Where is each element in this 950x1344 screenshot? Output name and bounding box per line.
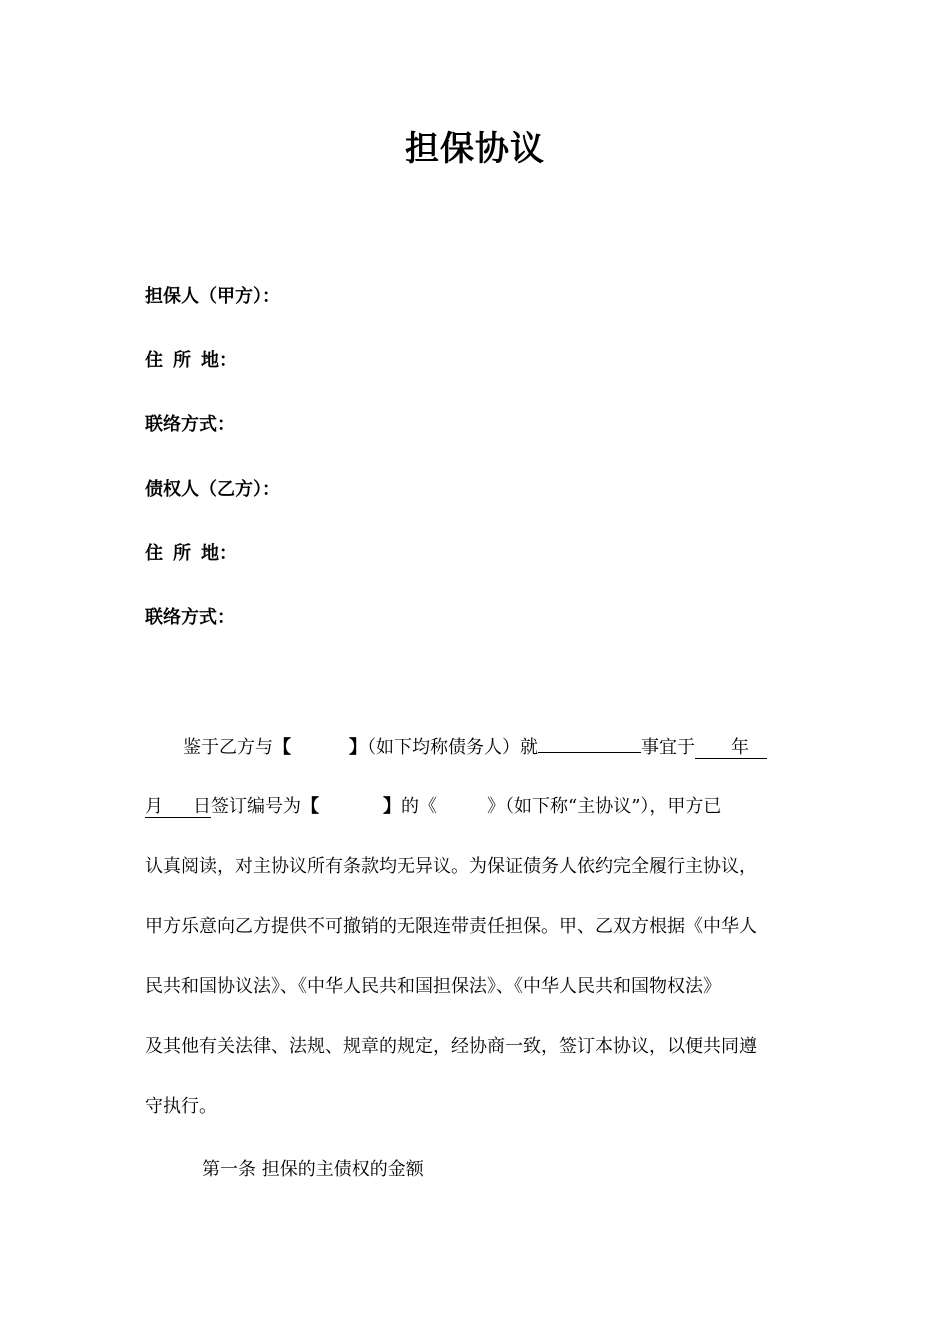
date-month-day-field (145, 796, 211, 818)
preamble-line-6: 及其他有关法律、法规、规章的规定，经协商一致，签订本协议，以便共同遵 (145, 1036, 757, 1057)
article-1-heading: 第一条 担保的主债权的金额 (202, 1159, 424, 1180)
document-title: 担保协议 (405, 129, 545, 169)
preamble-line-3: 认真阅读，对主协议所有条款均无异议。为保证债务人依约完全履行主协议， (145, 856, 757, 877)
preamble-text: 》（如下称“主协议”），甲方已 (487, 796, 722, 817)
preamble-text: 鉴于乙方与 (183, 737, 273, 758)
day-label: 日 (193, 796, 211, 817)
bracket-open: 【 (273, 737, 291, 758)
guarantor-address-label (145, 349, 237, 373)
preamble-text: 事宜于 (641, 737, 695, 758)
bracket-close: 】 (383, 796, 401, 817)
address-char: 住 (145, 350, 163, 371)
preamble-line-2 (145, 795, 721, 819)
creditor-address-label (145, 542, 237, 566)
address-char: 住 (145, 543, 163, 564)
creditor-label: 债权人（乙方）： (145, 479, 280, 500)
address-char: 地： (201, 543, 237, 564)
preamble-text: 的《 (401, 796, 437, 817)
guarantor-label: 担保人（甲方）： (145, 286, 280, 307)
preamble-line-5: 民共和国协议法》、《中华人民共和国担保法》、《中华人民共和国物权法》 (145, 976, 721, 997)
bracket-open: 【 (301, 796, 319, 817)
blank-matter (538, 734, 641, 753)
creditor-contact-label: 联络方式： (145, 607, 235, 628)
preamble-line-1 (183, 734, 767, 760)
date-year-field (695, 737, 767, 759)
guarantor-contact-label: 联络方式： (145, 414, 235, 435)
preamble-line-4: 甲方乐意向乙方提供不可撤销的无限连带责任担保。甲、乙双方根据《中华人 (145, 916, 757, 937)
preamble-text: （如下均称债务人）就 (367, 737, 538, 758)
address-char: 所 (173, 350, 191, 371)
month-label: 月 (145, 796, 163, 817)
bracket-close: 】 (349, 737, 367, 758)
preamble-line-7: 守执行。 (145, 1096, 217, 1117)
year-label: 年 (731, 737, 749, 758)
address-char: 地： (201, 350, 237, 371)
preamble-text: 签订编号为 (211, 796, 301, 817)
address-char: 所 (173, 543, 191, 564)
